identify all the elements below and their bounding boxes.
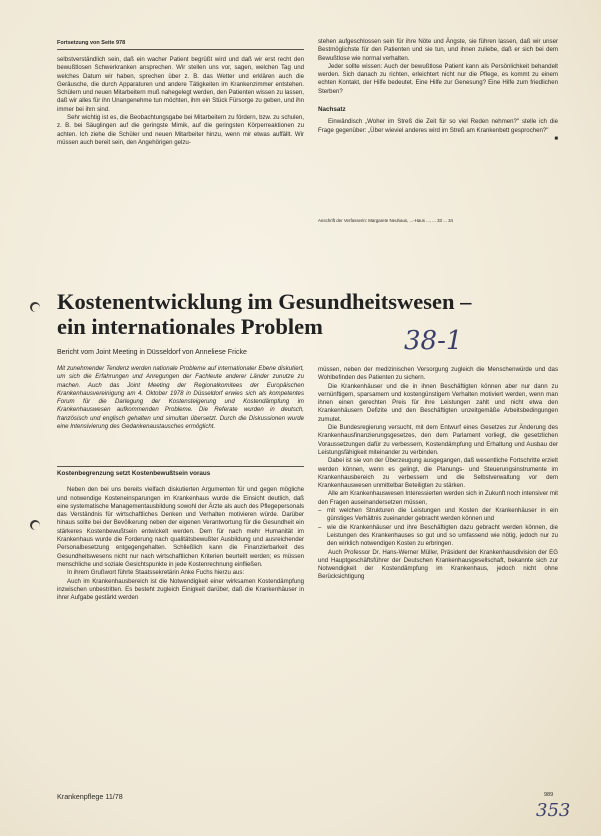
title-line-2: ein internationales Problem: [57, 314, 323, 339]
paragraph: Sehr wichtig ist es, die Beobachtungsgabe bei Mitarbeitern zu fördern, bzw. zu schulen, z. B. bei Säuglingen auf die geringste Mimik, auf die geringsten Körperreaktionen zu achten. Ich ziehe die Schüler und neuen Mitarbeiter hinzu, wenn mir etwas auffällt. Wir müssen auch bereit sein, den Angehörigen gelzu-: [57, 114, 304, 146]
top-right-column: [318, 38, 558, 143]
section-rule: [57, 466, 304, 467]
paragraph: Neben den bei uns bereits vielfach diskutierten Argumenten für und gegen mögliche und notwendige Kosteneinsparungen im Krankenhaus wurde die Einsicht deutlich, daß eine systematische Managementausbildung sowohl der Ärzte als auch des Pflegepersonals das Verständnis für wirtschaftliches Denken und Verhalten motivieren würde. Darüber hinaus sollte bei der Bevölkerung neben der eigenen Verantwortung für die Gesundheit ein stärkeres Kostenbewußtsein entwickelt werden. Dem für nach mehr Humanität im Krankenhaus wurde die Forderung nach qualitätsbewußter Ausbildung und ausreichender Personalbesetzung entgegengehalten. Schließlich kann die Finanzierbarkeit des Gesundheitswesens nicht nur nach wirtschaftlichen Kriterien beurteilt werden; es müssen menschliche und soziale Gesichtspunkte in jede Kostenrechnung einfließen.: [57, 486, 304, 568]
top-left-column: [57, 56, 304, 147]
continuation-header: Fortsetzung von Seite 978: [57, 40, 126, 46]
handwritten-number: 38-1: [404, 326, 463, 356]
title-line-1: Kostenentwicklung im Gesundheitswesen –: [57, 289, 472, 314]
footer-journal: Krankenpflege 11/78: [57, 792, 123, 801]
list-dash: –: [318, 507, 322, 515]
handwritten-page-number: 353: [536, 800, 571, 821]
list-item: [318, 507, 558, 524]
main-left-column: [57, 466, 304, 602]
list-item-text: mit welchen Strukturen die Leistungen und Kosten der Krankenhäuser in ein günstiges Verhältnis zueinander gebracht werden können und: [327, 507, 558, 523]
list-item-text: wie die Krankenhäuser und ihre Beschäftigten dazu gebracht werden können, die Leistungen des Krankenhauses so gut und so umfassend wie nötig, jedoch nur zu den wirklich notwendigen Kosten zu erbringen.: [327, 523, 558, 548]
list-dash: –: [318, 523, 322, 531]
paragraph: Dabei ist sie von der Überzeugung ausgegangen, daß wesentliche Fortschritte erzielt werden können, wenn es gelingt, die Planungs- und Steuerungsinstrumente im Krankenhausbereich zu verbessern und die Selbstverwaltung vor dem Krankenhauswesen unmittelbar Beteiligten zu stärken.: [318, 457, 558, 490]
paragraph: selbstverständlich sein, daß ein wacher Patient begrüßt wird und daß wir erst recht den bewußtlosen Schwerkranken ansprechen. Wir stellen uns vor, sagen, welchen Tag und welches Datum wir haben, sprechen über z. B. das Wetter und erklären auch die Geräusche, die durch Apparaturen und andere Tätigkeiten im Krankenzimmer entstehen. Schülern und neuen Mitarbeitern muß nahegelegt werden, den Patienten wissen zu lassen, daß wir alles für ihn Unangenehme tun möchten, ihm ein Stück Fürsorge zu geben, und ihn immer bei ihm sind.: [57, 56, 304, 113]
punch-hole-top: [30, 302, 40, 312]
abstract: Mit zunehmender Tendenz werden nationale Probleme auf internationaler Ebene diskutiert, um sich die Erfahrungen und Anregungen der Fachleute anderer Länder zunutze zu machen. Auch das Joint Meeting der Regionalkomitees der Europäischen Krankenhausvereinigung am 4. Oktober 1978 in Düsseldorf erwies sich als kompetentes Forum für die Darlegung der Kostensteigerung und Kostendämpfung im Krankenhauswesen aufkommenden Probleme. Die Referate wurden in deutsch, französisch und englisch gehalten und simultan übersetzt. Durch die Diskussionen wurde eine Intensivierung des Gedankenaustausches ermöglicht.: [57, 365, 304, 431]
author-note: Anschrift der Verfasserin: Margarete Neuhaus, ...-Haus ..., ... 33 ... 34: [318, 218, 453, 223]
punch-hole-bottom: [30, 520, 40, 530]
paragraph: Die Bundesregierung versucht, mit dem Entwurf eines Gesetzes zur Änderung des Krankenhausfinanzierungsgesetzes, den dem Parlament vorliegt, die gesetzlichen Voraussetzungen dafür zu verbessern, Kostendämpfung und Erhaltung und Ausbau der Leistungsfähigkeit miteinander zu verbinden.: [318, 424, 558, 456]
section-heading: Kostenbegrenzung setzt Kostenbewußtsein voraus: [57, 470, 211, 477]
paragraph: müssen, neben der medizinischen Versorgung zugleich die Menschenwürde und das Wohlbefinden des Patienten zu sichern.: [318, 366, 558, 382]
paragraph: [318, 118, 558, 142]
main-right-column: [318, 366, 558, 582]
header-rule: [57, 49, 304, 50]
paragraph: stehen aufgeschlossen sein für ihre Nöte und Ängste, sie führen lassen, daß wir unser Bestmöglichste für den Patienten und sie tun, und ihnen zuliebe, daß er sich bei dem Bewußtlose wie normal verhalten.: [318, 38, 558, 62]
paragraph: Alle am Krankenhauswesen Interessierten werden sich in Zukunft noch intensiver mit den Fragen auseinandersetzen müssen,: [318, 490, 558, 506]
paragraph: Die Krankenhäuser und die in ihnen Beschäftigten können aber nur dann zu vernünftigem, sparsamem und kostengünstigem Verhalten motiviert werden, wenn man ihnen einen gerechten Preis für ihre Leistungen zahlt und nicht etwa den Krankenhäusern Defizite und den Beschäftigten unzeitgemäße Arbeitsbedingungen zumutet.: [318, 382, 558, 423]
byline: Bericht vom Joint Meeting in Düsseldorf von Anneliese Fricke: [57, 349, 247, 356]
list-item: [318, 524, 558, 549]
page-number: 989: [544, 792, 554, 798]
paragraph: Auch Professor Dr. Hans-Werner Müller, Präsident der Krankenhausdivision der EG und Hauptgeschäftsführer der Deutschen Krankenhausgesellschaft, bekannte sich zur Notwendigkeit der Kostendämpfung im Krankenhaus, jedoch nicht ohne Berücksichtigung: [318, 548, 558, 581]
end-mark: ■: [554, 134, 558, 142]
paragraph: Jeder sollte wissen: Auch der bewußtlose Patient kann als Persönlichkeit behandelt werden. Sich danach zu richten, erleichtert nicht nur die Pflege, es kommt zu einem echten Kontakt, der Hilfe bedeutet. Eine Hilfe zur Genesung? Eine Hilfe zum friedlichen Sterben?: [318, 62, 558, 95]
paragraph: In ihrem Grußwort führte Staatssekretärin Anke Fuchs hierzu aus:: [67, 569, 245, 577]
paragraph: Auch im Krankenhausbereich ist die Notwendigkeit einer wirksamen Kostendämpfung inzwischen unbestritten. Es besteht zugleich Einigkeit darüber, daß die Krankenhäuser in ihrer Aufgabe gestärkt werden: [57, 577, 304, 602]
nachsatz-text: Einwändisch „Woher im Streß die Zeit für so viel Reden nehmen?" stelle ich die Frage gegenüber: „Über wieviel anderes wird im Streß am Krankenbett gesprochen?": [318, 118, 558, 134]
nachsatz-heading: Nachsatz: [318, 106, 346, 114]
